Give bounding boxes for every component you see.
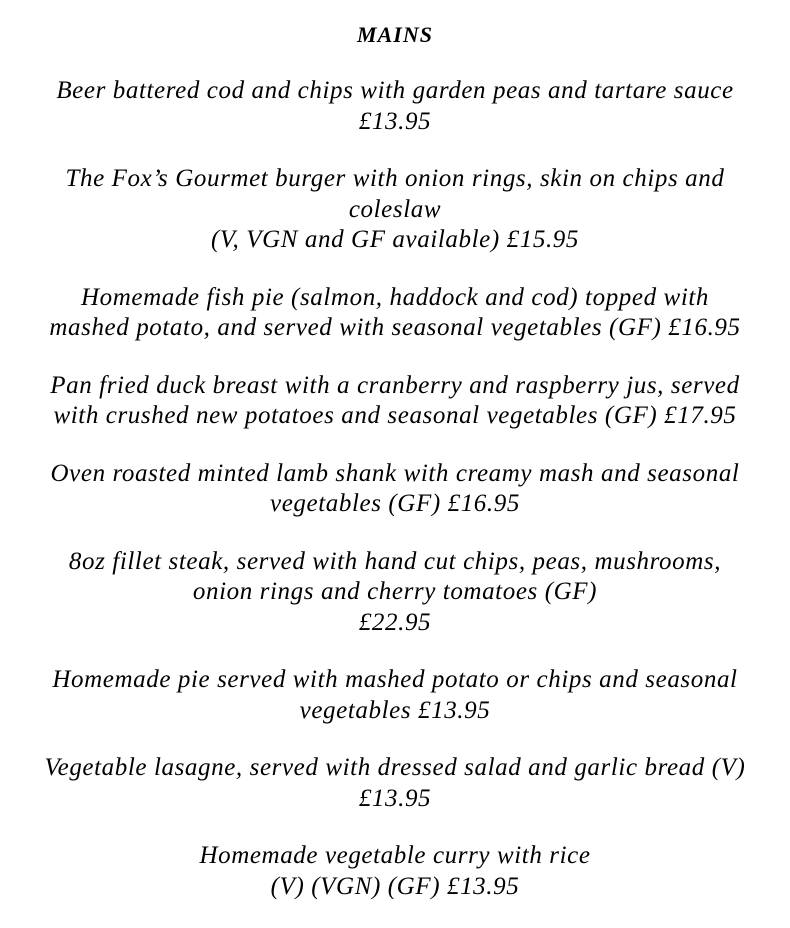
menu-item-line: Homemade pie served with mashed potato or chips and seasonal	[52, 666, 738, 693]
menu-item	[0, 76, 790, 137]
menu-item-line: coleslaw	[348, 195, 442, 223]
menu-items	[0, 76, 790, 902]
menu-item	[0, 665, 790, 726]
menu-item-line: Oven roasted minted lamb shank with creamy mash and seasonal	[50, 459, 740, 487]
menu-item-line: The Fox’s Gourmet burger with onion rings, skin on chips and	[65, 165, 725, 192]
menu-item-line: 8oz fillet steak, served with hand cut chips, peas, mushrooms,	[68, 547, 722, 575]
menu-item-line: Homemade fish pie (salmon, haddock and cod) topped with	[80, 283, 710, 311]
menu-item-line: Beer battered cod and chips with garden peas and tartare sauce	[56, 77, 734, 104]
menu-item-line: (V, VGN and GF available) £15.95	[210, 226, 579, 253]
menu-item-line: with crushed new potatoes and seasonal vegetables (GF) £17.95	[53, 402, 737, 429]
menu-item-line: £22.95	[358, 608, 432, 636]
menu-item	[0, 283, 790, 344]
menu-item-line: Vegetable lasagne, served with dressed salad and garlic bread (V)	[44, 754, 746, 781]
menu-item-line: onion rings and cherry tomatoes (GF)	[192, 578, 598, 605]
menu-item	[0, 164, 790, 256]
menu-item-line: £13.95	[358, 107, 432, 135]
menu-item-line: Homemade vegetable curry with rice	[199, 842, 591, 869]
menu-item	[0, 547, 790, 639]
menu-item	[0, 459, 790, 520]
menu-item-line: mashed potato, and served with seasonal vegetables (GF) £16.95	[49, 314, 741, 341]
menu-item-line: vegetables (GF) £16.95	[270, 490, 520, 517]
menu-item-line: Pan fried duck breast with a cranberry and raspberry jus, served	[50, 371, 740, 399]
menu-section-title: MAINS	[357, 22, 433, 47]
menu-item-line: vegetables £13.95	[299, 696, 491, 724]
menu-item-line: £13.95	[358, 784, 432, 812]
menu-item-line: (V) (VGN) (GF) £13.95	[270, 872, 520, 900]
menu-item	[0, 841, 790, 902]
menu-item	[0, 371, 790, 432]
menu-item	[0, 753, 790, 814]
